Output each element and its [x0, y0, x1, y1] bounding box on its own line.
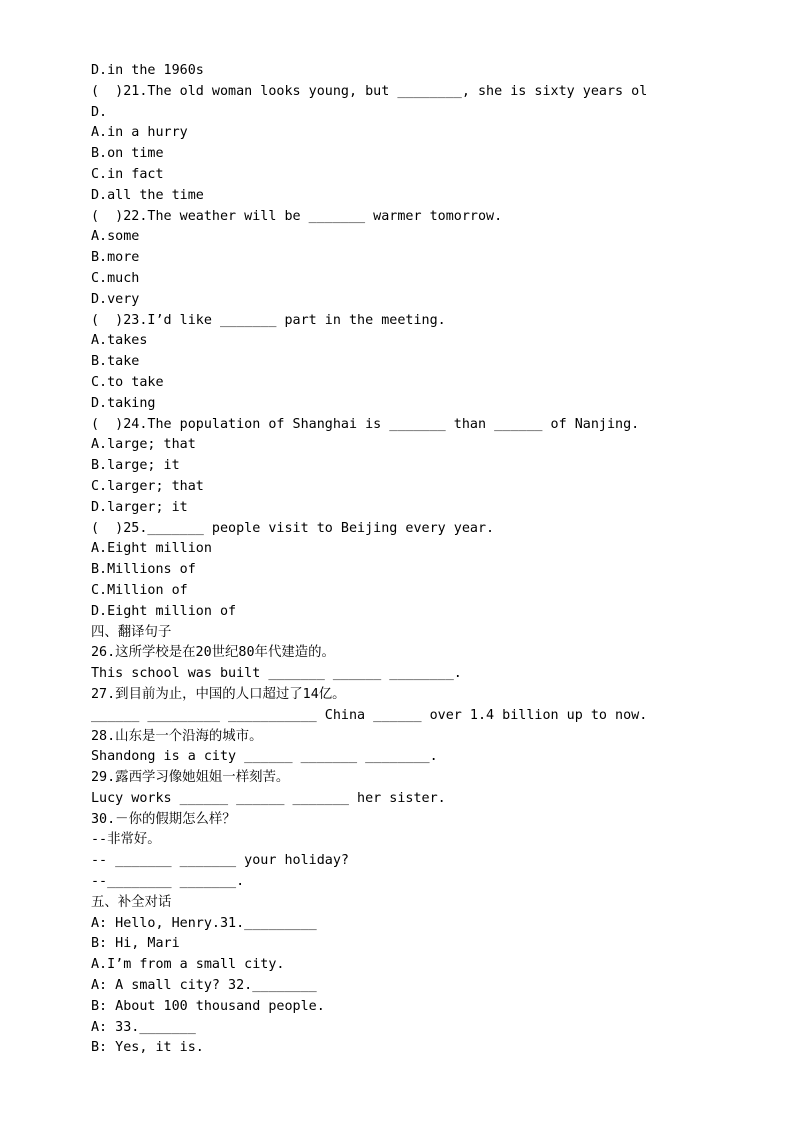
- option-line: B.on time: [91, 146, 164, 162]
- dialogue-line: A: Hello, Henry.31._________: [91, 915, 317, 931]
- translation-prompt: 27.到目前为止，中国的人口超过了14亿。: [91, 686, 346, 702]
- translation-blank-line: -- _______ _______ your holiday?: [91, 853, 349, 869]
- dialogue-line: B: Yes, it is.: [91, 1040, 204, 1056]
- option-line: C.to take: [91, 374, 164, 390]
- option-line: B.take: [91, 354, 140, 370]
- option-line: A.takes: [91, 333, 148, 349]
- option-line: D.all the time: [91, 187, 204, 203]
- option-line: A.in a hurry: [91, 125, 188, 141]
- translation-blank-line: This school was built _______ ______ ________.: [91, 666, 462, 682]
- question-21: ( )21.The old woman looks young, but ________, she is sixty years ol: [91, 83, 648, 99]
- translation-blank-line: Shandong is a city ______ _______ ________.: [91, 749, 438, 765]
- question-24: ( )24.The population of Shanghai is _______ than ______ of Nanjing.: [91, 416, 640, 432]
- option-line: B.large; it: [91, 458, 180, 474]
- question-23: ( )23.I’d like _______ part in the meeting.: [91, 312, 446, 328]
- option-line: B.Millions of: [91, 562, 196, 578]
- document-page: [91, 61, 731, 1059]
- option-line: D.very: [91, 291, 140, 307]
- translation-prompt: 28.山东是一个沿海的城市。: [91, 728, 263, 744]
- dialogue-line: B: Hi, Mari: [91, 936, 180, 952]
- dialogue-line: A: A small city? 32.________: [91, 978, 317, 994]
- dialogue-line: B: About 100 thousand people.: [91, 998, 325, 1014]
- option-line: A.some: [91, 229, 140, 245]
- translation-blank-line: Lucy works ______ ______ _______ her sister.: [91, 790, 446, 806]
- option-line: C.Million of: [91, 582, 188, 598]
- dialogue-line: A.I’m from a small city.: [91, 957, 285, 973]
- question-22: ( )22.The weather will be _______ warmer tomorrow.: [91, 208, 503, 224]
- translation-blank-line: ______ _________ ___________ China ______ over 1.4 billion up to now.: [91, 707, 648, 723]
- option-line: D.Eight million of: [91, 603, 237, 619]
- dialogue-line: A: 33._______: [91, 1019, 196, 1035]
- translation-prompt: --非常好。: [91, 832, 161, 848]
- option-line: D.in the 1960s: [91, 63, 204, 78]
- option-line: A.Eight million: [91, 541, 212, 557]
- translation-prompt: 26.这所学校是在20世纪80年代建造的。: [91, 645, 335, 661]
- option-line: A.large; that: [91, 437, 196, 453]
- translation-blank-line: --________ _______.: [91, 874, 245, 890]
- option-line: D.taking: [91, 395, 156, 411]
- section-heading: 五、补全对话: [91, 894, 172, 910]
- section-heading: 四、翻译句子: [91, 624, 172, 640]
- option-line: C.in fact: [91, 166, 164, 182]
- translation-prompt: 29.露西学习像她姐姐一样刻苦。: [91, 770, 290, 786]
- question-25: ( )25._______ people visit to Beijing every year.: [91, 520, 495, 536]
- option-line: B.more: [91, 250, 140, 266]
- option-line: C.larger; that: [91, 478, 204, 494]
- option-line: D.: [91, 104, 108, 120]
- translation-prompt: 30.－你的假期怎么样？: [91, 811, 236, 827]
- option-line: D.larger; it: [91, 499, 188, 515]
- option-line: C.much: [91, 270, 140, 286]
